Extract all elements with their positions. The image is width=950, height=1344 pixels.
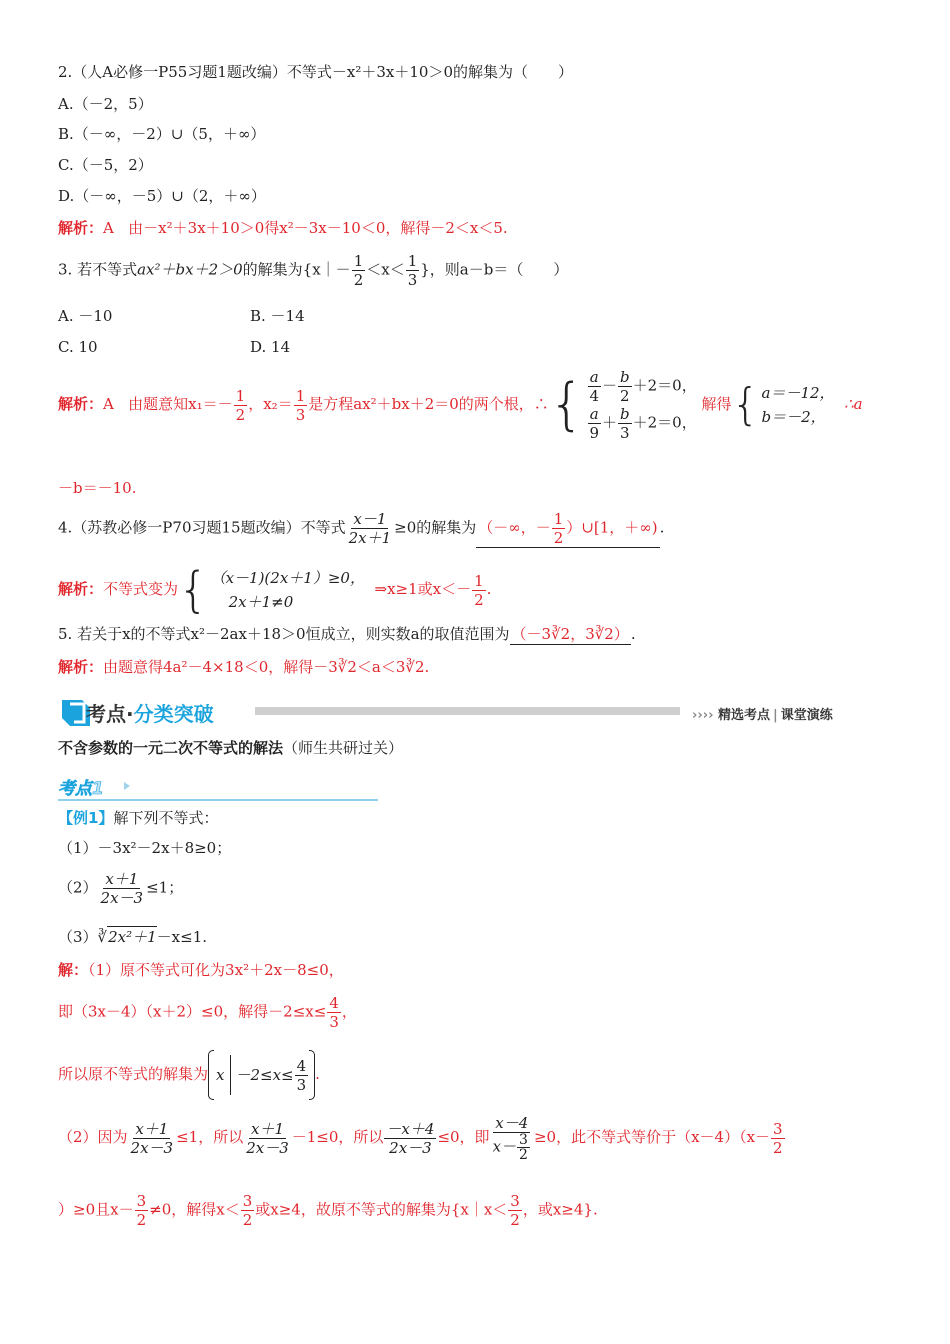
q5-solution: 解析：由题意得4a²－4×18＜0，解得－3∛2＜a＜3∛2. — [58, 658, 430, 676]
q3-solution: 解析：A 由题意知x₁＝－ $\frac{1}{2}$ ，x₂＝ $\frac{1}{3}$ 是方程ax²＋bx＋2＝0的两个根，∴ { $\frac{a}{4}$ － $\frac{b}{2}$ ＋2＝0， $\frac{a}{9}$ ＋ $\frac{b}{3}$ ＋2＝0， 解得 { a＝－12， b＝－2， ∴a — [58, 368, 863, 442]
q3-option-a: A. －10 — [58, 307, 113, 325]
q2-option-c: C.（－5，2） — [58, 156, 153, 174]
q2-stem: 2.（人A必修一P55习题1题改编）不等式－x²＋3x＋10＞0的解集为（ ） — [58, 63, 573, 81]
ex1-solution-3: 所以原不等式的解集为 x －2≤x≤ $\frac{4}{3}$ . — [58, 1050, 320, 1100]
q3-option-b: B. －14 — [250, 307, 305, 325]
q2-solution: 解析：A 由－x²＋3x＋10＞0得x²－3x－10＜0，解得－2＜x＜5. — [58, 219, 508, 237]
ex1-solution-1: 解：（1）原不等式可化为3x²＋2x－8≤0， — [58, 961, 344, 979]
q3-stem: 3. 若不等式ax²＋bx＋2＞0的解集为{x｜－ $\frac{1}{2}$ ＜x＜ $\frac{1}{3}$ }，则a－b＝（ ） — [58, 252, 569, 289]
ex1-solution-4: （2）因为 $\frac{x+1}{2x-3}$ ≤1，所以 $\frac{x+1}{2x-3}$ －1≤0，所以 $\frac{-x+4}{2x-3}$ ≤0，即 x－4 x－ $\frac{3}{2}$ ≥0，此不等式等价于（x－4）（x－ $\frac{3}{2}$ — [58, 1114, 783, 1163]
banner-title: 考点·分类突破 — [86, 702, 214, 726]
q4-answer-blank: （－∞，－ $\frac{1}{2}$ ）∪[1，＋∞) — [478, 510, 658, 547]
q4-stem: 4.（苏教必修一P70习题15题改编）不等式 $\frac{x-1}{2x+1}$ ≥0的解集为 （－∞，－ $\frac{1}{2}$ ）∪[1，＋∞) . — [58, 510, 665, 547]
q5-answer-blank: （－3∛2，3∛2） — [511, 625, 629, 643]
ex1-heading: 【例1】解下列不等式： — [58, 809, 219, 827]
banner-divider — [255, 707, 680, 715]
section-title: 不含参数的一元二次不等式的解法（师生共研过关） — [58, 739, 404, 757]
q3-option-d: D. 14 — [250, 338, 291, 356]
ex1-solution-2: 即（3x－4）（x＋2）≤0，解得－2≤x≤ $\frac{4}{3}$ ， — [58, 994, 357, 1031]
ex1-solution-5: ）≥0且x－ $\frac{3}{2}$ ≠0，解得x＜ $\frac{3}{2}$ 或x≥4，故原不等式的解集为{x｜x＜ $\frac{3}{2}$ ，或x≥4}. — [58, 1192, 598, 1229]
ex1-item-1: （1）－3x²－2x＋8≥0； — [58, 839, 232, 857]
ex1-item-2: （2） $\frac{x+1}{2x-3}$ ≤1； — [58, 870, 184, 907]
kaodian-label: 考点1 — [58, 779, 104, 799]
q2-option-a: A.（－2，5） — [58, 95, 153, 113]
play-icon — [124, 782, 130, 790]
q4-solution: 解析：不等式变为 { （x－1)(2x＋1）≥0， 2x＋1≠0 ⇒x≥1或x＜－ $\frac{1}{2}$ . — [58, 562, 492, 618]
q2-option-d: D.（－∞，－5）∪（2，＋∞） — [58, 187, 266, 205]
q2-option-b: B.（－∞，－2）∪（5，＋∞） — [58, 125, 266, 143]
q5-stem: 5. 若关于x的不等式x²－2ax＋18＞0恒成立，则实数a的取值范围为 （－3∛2，3∛2） . — [58, 625, 636, 643]
kaodian-underline — [58, 774, 378, 802]
banner-right: ›››› 精选考点 | 课堂演练 — [692, 708, 833, 723]
q3-solution-end: －b＝－10. — [58, 479, 137, 497]
section-banner — [60, 694, 860, 730]
q3-option-c: C. 10 — [58, 338, 98, 356]
kaodian-marker — [58, 774, 104, 799]
ex1-item-3: （3）∛2x²＋1－x≤1. — [58, 928, 208, 946]
